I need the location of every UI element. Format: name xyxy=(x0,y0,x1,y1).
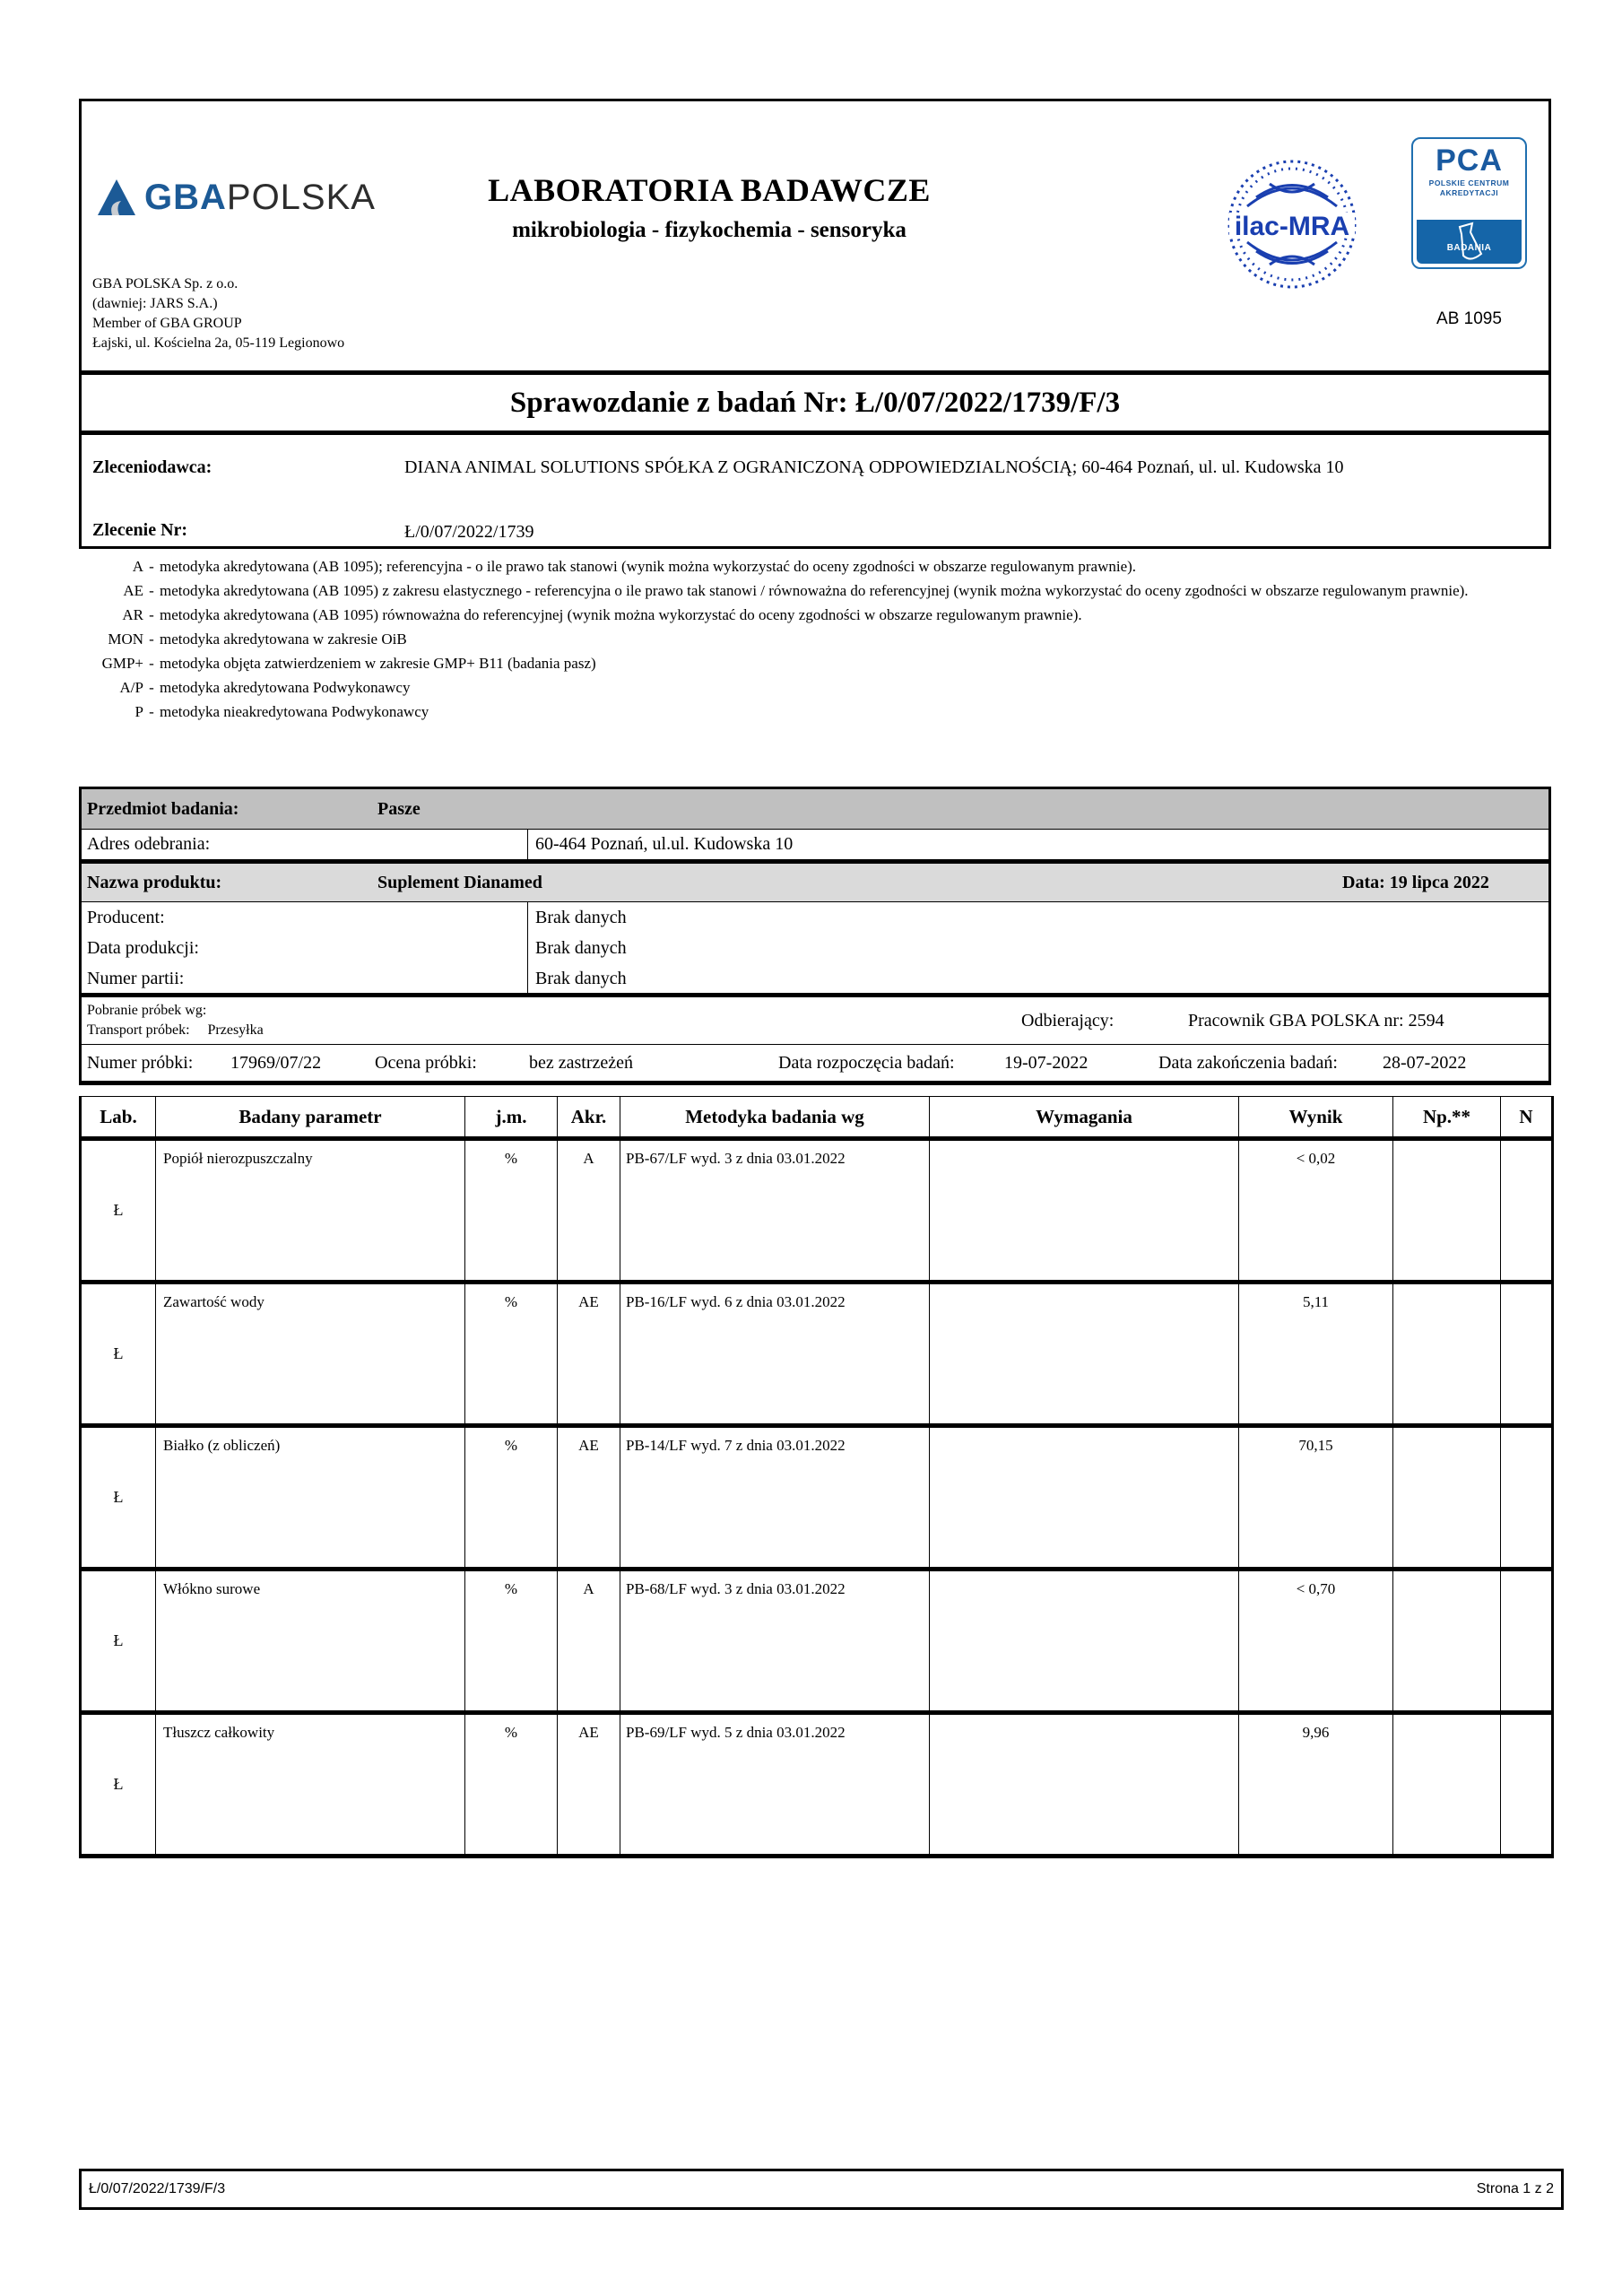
cell-np xyxy=(1393,1139,1501,1283)
product-row xyxy=(82,864,1548,902)
sample-info xyxy=(79,787,1551,1085)
cell-akr: AE xyxy=(558,1426,620,1570)
address-row xyxy=(82,830,1548,864)
production-date-value: Brak danych xyxy=(535,937,627,958)
ilac-mra-icon xyxy=(1225,157,1359,291)
cell-requirement xyxy=(930,1283,1239,1426)
client-label: Zleceniodawca: xyxy=(92,457,213,477)
date-label: Data: xyxy=(1342,872,1385,892)
address-value: 60-464 Poznań, ul.ul. Kudowska 10 xyxy=(535,834,794,854)
end-date-label: Data zakończenia badań: xyxy=(1158,1052,1338,1073)
start-date-value: 19-07-2022 xyxy=(1004,1052,1089,1073)
cell-np xyxy=(1393,1283,1501,1426)
company-line: GBA POLSKA Sp. z o.o. xyxy=(92,276,239,291)
legend-code: A/P xyxy=(119,679,143,696)
col-parameter: Badany parametr xyxy=(156,1097,465,1139)
legend-text: metodyka objęta zatwierdzeniem w zakresie GMP+ B11 (badania pasz) xyxy=(160,655,596,672)
cell-lab: Ł xyxy=(81,1570,156,1713)
logo-polska-text: POLSKA xyxy=(226,178,376,217)
report-title xyxy=(82,370,1548,435)
logo-gba-text: GBA xyxy=(144,178,227,217)
legend-text: metodyka akredytowana Podwykonawcy xyxy=(160,679,411,696)
cell-n xyxy=(1501,1139,1553,1283)
report-title-text: Sprawozdanie z badań Nr: Ł/0/07/2022/1739/F/3 xyxy=(509,386,1121,419)
cell-lab: Ł xyxy=(81,1139,156,1283)
cell-akr: AE xyxy=(558,1283,620,1426)
cell-n xyxy=(1501,1570,1553,1713)
legend-item: AR - metodyka akredytowana (AB 1095) równoważna do referencyjnej (wynik można wykorzystać do oceny zgodności w obszarze regulowanym prawnie). xyxy=(79,604,1549,626)
flask-icon xyxy=(1417,220,1522,265)
col-lab: Lab. xyxy=(81,1097,156,1139)
cell-method: PB-69/LF wyd. 5 z dnia 03.01.2022 xyxy=(620,1713,930,1857)
cell-np xyxy=(1393,1713,1501,1857)
gba-triangle-icon xyxy=(96,178,137,217)
table-row xyxy=(81,1139,1553,1283)
legend-code: P xyxy=(134,703,143,720)
cell-method: PB-14/LF wyd. 7 z dnia 03.01.2022 xyxy=(620,1426,930,1570)
client-value: DIANA ANIMAL SOLUTIONS SPÓŁKA Z OGRANICZONĄ ODPOWIEDZIALNOŚCIĄ; 60-464 Poznań, ul. ul. Kudowska 10 xyxy=(404,457,1344,477)
cell-unit: % xyxy=(465,1283,558,1426)
producer-block xyxy=(82,902,1548,997)
cell-np xyxy=(1393,1426,1501,1570)
address-label: Adres odebrania: xyxy=(82,830,528,859)
production-date-label: Data produkcji: xyxy=(87,937,199,958)
results-header-row xyxy=(81,1097,1553,1139)
legend-text: metodyka akredytowana (AB 1095); referencyjna - o ile prawo tak stanowi (wynik można wykorzystać do oceny zgodności w obszarze regulowanym prawnie). xyxy=(160,558,1137,575)
sample-no-label: Numer próbki: xyxy=(87,1052,194,1073)
lab-subtitle: mikrobiologia - fizykochemia - sensoryka xyxy=(512,218,906,242)
cell-requirement xyxy=(930,1570,1239,1713)
legend-item: A/P - metodyka akredytowana Podwykonawcy xyxy=(79,677,1549,699)
legend-code: MON xyxy=(108,631,143,648)
end-date-value: 28-07-2022 xyxy=(1383,1052,1467,1073)
transport-label: Transport próbek: xyxy=(87,1022,190,1038)
assessment-label: Ocena próbki: xyxy=(375,1052,477,1073)
table-row xyxy=(81,1426,1553,1570)
col-n: N xyxy=(1501,1097,1553,1139)
table-row xyxy=(81,1570,1553,1713)
legend-code: AE xyxy=(123,582,143,599)
start-date-label: Data rozpoczęcia badań: xyxy=(778,1052,955,1073)
legend-text: metodyka akredytowana (AB 1095) z zakresu elastycznego - referencyjna o ile prawo tak stanowi / równoważna do referencyjnej (wynik można wykorzystać do oceny zgodności w obszarze regulowanym prawnie). xyxy=(160,582,1469,599)
cell-result: < 0,70 xyxy=(1239,1570,1393,1713)
cell-requirement xyxy=(930,1426,1239,1570)
cell-lab: Ł xyxy=(81,1426,156,1570)
page-footer xyxy=(79,2169,1564,2210)
cell-lab: Ł xyxy=(81,1283,156,1426)
batch-label: Numer partii: xyxy=(87,968,185,988)
table-row xyxy=(81,1283,1553,1426)
cell-method: PB-16/LF wyd. 6 z dnia 03.01.2022 xyxy=(620,1283,930,1426)
legend-text: metodyka akredytowana w zakresie OiB xyxy=(160,631,407,648)
cell-akr: A xyxy=(558,1139,620,1283)
cell-n xyxy=(1501,1283,1553,1426)
company-line: Member of GBA GROUP xyxy=(92,316,242,331)
order-value: Ł/0/07/2022/1739 xyxy=(404,522,534,542)
col-result: Wynik xyxy=(1239,1097,1393,1139)
pca-letters: PCA xyxy=(1436,144,1503,178)
footer-report-number: Ł/0/07/2022/1739/F/3 xyxy=(89,2181,226,2196)
assessment-value: bez zastrzeżeń xyxy=(529,1052,634,1073)
receiver-value: Pracownik GBA POLSKA nr: 2594 xyxy=(1188,1010,1444,1031)
legend-item: A - metodyka akredytowana (AB 1095); referencyjna - o ile prawo tak stanowi (wynik można wykorzystać do oceny zgodności w obszarze regulowanym prawnie). xyxy=(79,556,1549,578)
subject-value: Pasze xyxy=(377,798,421,819)
pca-badania-label: BADANIA xyxy=(1446,243,1492,253)
cell-unit: % xyxy=(465,1713,558,1857)
cell-akr: AE xyxy=(558,1713,620,1857)
pca-accreditation-badge xyxy=(1411,137,1527,269)
producer-value: Brak danych xyxy=(535,907,627,927)
cell-unit: % xyxy=(465,1570,558,1713)
gba-polska-logo xyxy=(96,175,376,220)
pca-name-line2: AKREDYTACJI xyxy=(1439,188,1499,197)
sampling-label: Pobranie próbek wg: xyxy=(87,1003,207,1018)
col-requirement: Wymagania xyxy=(930,1097,1239,1139)
accreditation-number: AB 1095 xyxy=(1436,309,1502,328)
subject-row xyxy=(82,789,1548,830)
table-row xyxy=(81,1713,1553,1857)
cell-n xyxy=(1501,1713,1553,1857)
cell-unit: % xyxy=(465,1139,558,1283)
cell-result: < 0,02 xyxy=(1239,1139,1393,1283)
report-header xyxy=(79,99,1551,549)
legend-item: P - metodyka nieakredytowana Podwykonawcy xyxy=(79,701,1549,723)
method-legend xyxy=(79,556,1549,723)
cell-n xyxy=(1501,1426,1553,1570)
batch-value: Brak danych xyxy=(535,968,627,988)
producer-label: Producent: xyxy=(87,907,165,927)
col-method: Metodyka badania wg xyxy=(620,1097,930,1139)
order-label: Zlecenie Nr: xyxy=(92,520,188,540)
legend-text: metodyka akredytowana (AB 1095) równoważna do referencyjnej (wynik można wykorzystać do oceny zgodności w obszarze regulowanym prawnie). xyxy=(160,606,1082,623)
cell-requirement xyxy=(930,1139,1239,1283)
cell-parameter: Zawartość wody xyxy=(156,1283,465,1426)
cell-requirement xyxy=(930,1713,1239,1857)
company-line: Łajski, ul. Kościelna 2a, 05-119 Legionowo xyxy=(92,335,345,351)
sample-no-value: 17969/07/22 xyxy=(230,1052,322,1073)
cell-parameter: Włókno surowe xyxy=(156,1570,465,1713)
col-unit: j.m. xyxy=(465,1097,558,1139)
cell-lab: Ł xyxy=(81,1713,156,1857)
product-value: Suplement Dianamed xyxy=(377,872,542,892)
transport-value: Przesyłka xyxy=(207,1022,264,1038)
cell-np xyxy=(1393,1570,1501,1713)
lab-title: LABORATORIA BADAWCZE xyxy=(488,172,931,208)
cell-parameter: Tłuszcz całkowity xyxy=(156,1713,465,1857)
page-number: Strona 1 z 2 xyxy=(1476,2181,1554,2196)
cell-result: 5,11 xyxy=(1239,1283,1393,1426)
legend-code: GMP+ xyxy=(101,655,143,672)
receiver-label: Odbierający: xyxy=(1021,1010,1115,1031)
sampling-row xyxy=(82,997,1548,1045)
legend-code: A xyxy=(132,558,143,575)
report-date xyxy=(1342,873,1548,893)
sample-number-row xyxy=(82,1045,1548,1085)
cell-method: PB-68/LF wyd. 3 z dnia 03.01.2022 xyxy=(620,1570,930,1713)
col-akr: Akr. xyxy=(558,1097,620,1139)
product-label: Nazwa produktu: xyxy=(87,872,222,892)
legend-item: MON - metodyka akredytowana w zakresie OiB xyxy=(79,629,1549,650)
pca-name-line1: POLSKIE CENTRUM xyxy=(1428,178,1510,187)
subject-label: Przedmiot badania: xyxy=(87,798,239,819)
date-value: 19 lipca 2022 xyxy=(1389,872,1489,892)
legend-item: AE - metodyka akredytowana (AB 1095) z zakresu elastycznego - referencyjna o ile prawo tak stanowi / równoważna do referencyjnej (wynik można wykorzystać do oceny zgodności w obszarze regulowanym prawnie). xyxy=(79,580,1549,602)
col-np: Np.** xyxy=(1393,1097,1501,1139)
cell-result: 9,96 xyxy=(1239,1713,1393,1857)
cell-parameter: Popiół nierozpuszczalny xyxy=(156,1139,465,1283)
legend-text: metodyka nieakredytowana Podwykonawcy xyxy=(160,703,429,720)
company-line: (dawniej: JARS S.A.) xyxy=(92,296,218,311)
legend-code: AR xyxy=(122,606,143,623)
ilac-text: ilac-MRA xyxy=(1234,212,1350,241)
results-table xyxy=(79,1096,1554,1858)
cell-akr: A xyxy=(558,1570,620,1713)
cell-result: 70,15 xyxy=(1239,1426,1393,1570)
company-address xyxy=(92,274,344,353)
cell-method: PB-67/LF wyd. 3 z dnia 03.01.2022 xyxy=(620,1139,930,1283)
legend-item: GMP+ - metodyka objęta zatwierdzeniem w zakresie GMP+ B11 (badania pasz) xyxy=(79,653,1549,674)
cell-unit: % xyxy=(465,1426,558,1570)
cell-parameter: Białko (z obliczeń) xyxy=(156,1426,465,1570)
